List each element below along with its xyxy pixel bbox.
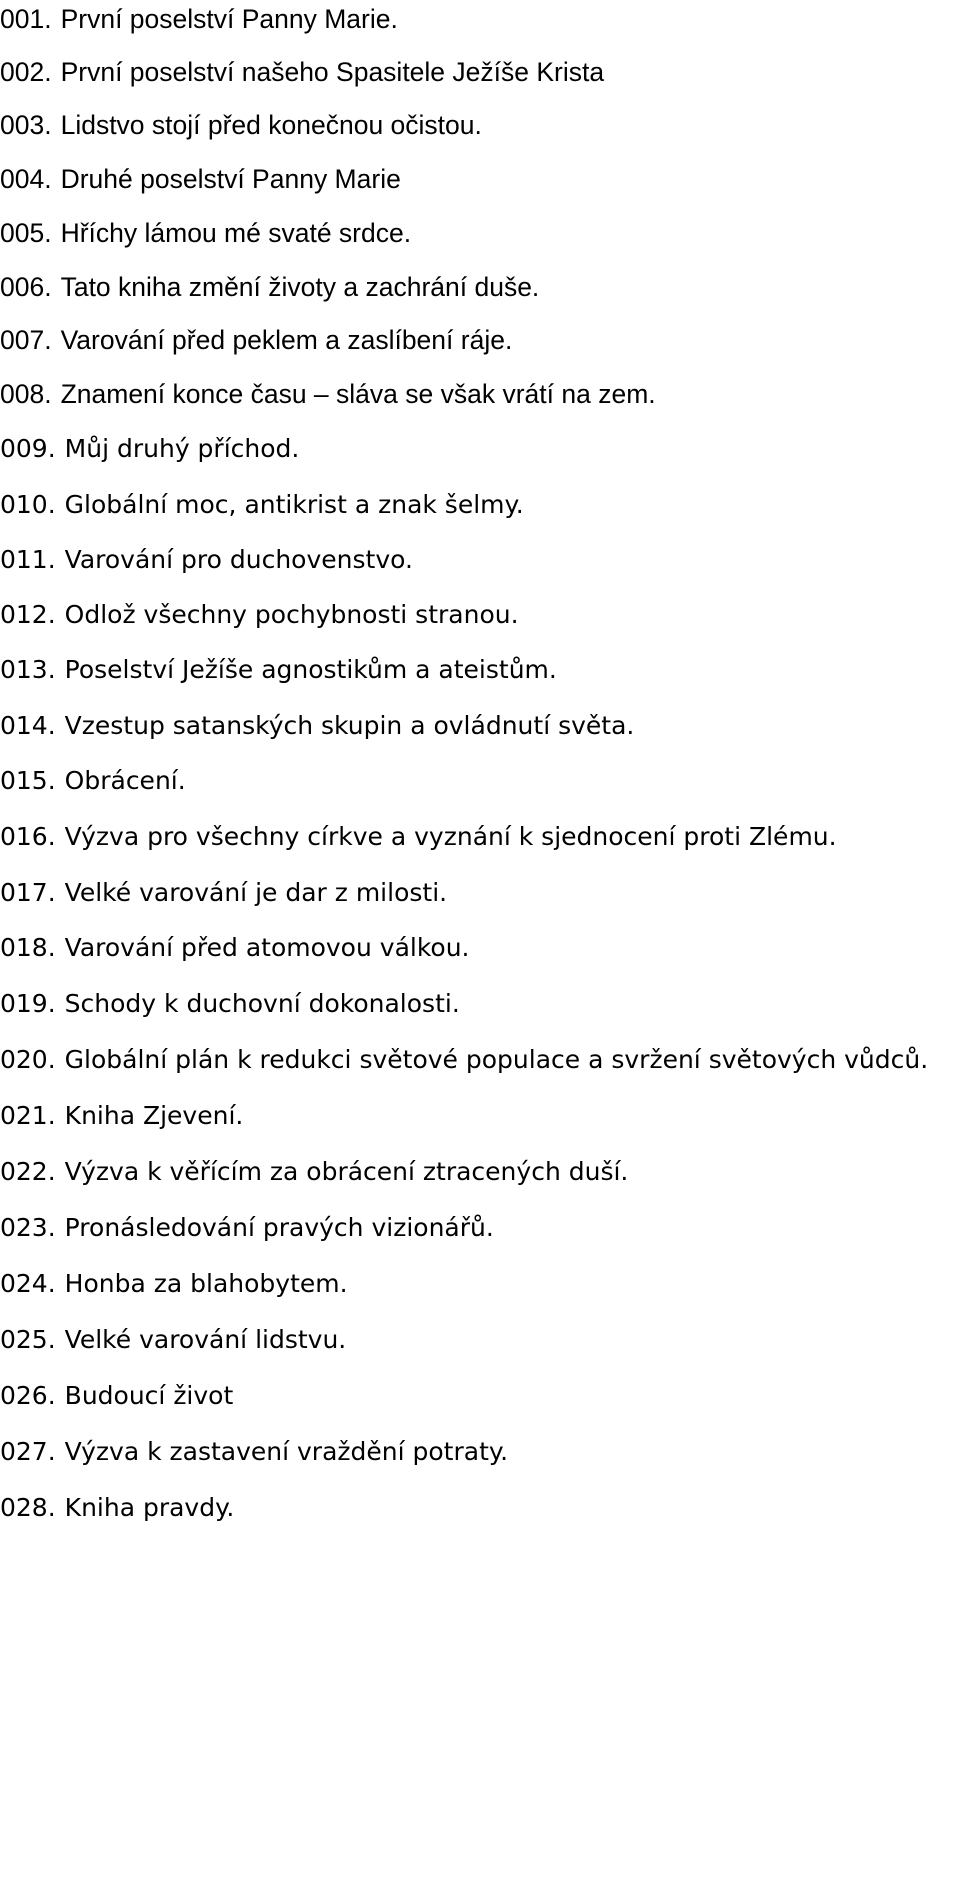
item-title: Velké varování lidstvu. [64, 1325, 347, 1354]
list-item [0, 270, 539, 304]
list-item [0, 1379, 233, 1413]
item-number: 019. [0, 989, 56, 1018]
item-title: Výzva k věřícím za obrácení ztracených duší. [64, 1157, 629, 1186]
item-title: Budoucí život [64, 1381, 234, 1410]
item-title: První poselství Panny Marie. [60, 4, 398, 34]
list-item [0, 108, 482, 142]
item-title: Varování pro duchovenstvo. [64, 545, 413, 574]
item-number: 018. [0, 933, 56, 962]
item-title: Výzva k zastavení vraždění potraty. [64, 1437, 509, 1466]
list-item [0, 323, 512, 357]
item-number: 003. [0, 110, 52, 140]
item-title: Pronásledování pravých vizionářů. [64, 1213, 494, 1242]
item-number: 027. [0, 1437, 56, 1466]
list-item [0, 1323, 346, 1357]
item-title: Tato kniha změní životy a zachrání duše. [60, 272, 540, 302]
list-item [0, 1435, 508, 1469]
item-number: 013. [0, 655, 56, 684]
item-title: Kniha Zjevení. [64, 1101, 244, 1130]
item-title: Můj druhý příchod. [64, 434, 300, 463]
item-number: 011. [0, 545, 56, 574]
item-number: 010. [0, 490, 56, 519]
item-number: 007. [0, 325, 52, 355]
item-number: 002. [0, 57, 52, 87]
list-item [0, 216, 411, 250]
list-item [0, 55, 604, 89]
item-number: 014. [0, 711, 56, 740]
list-item [0, 488, 524, 522]
item-title: Obrácení. [64, 766, 186, 795]
item-title: Znamení konce času – sláva se však vrátí na zem. [60, 379, 656, 409]
item-title: Varování před peklem a zaslíbení ráje. [60, 325, 513, 355]
item-title: Druhé poselství Panny Marie [60, 164, 401, 194]
item-number: 022. [0, 1157, 56, 1186]
item-number: 026. [0, 1381, 56, 1410]
item-title: První poselství našeho Spasitele Ježíše Krista [60, 57, 605, 87]
list-item [0, 1491, 234, 1525]
list-item [0, 543, 413, 577]
list-item [0, 598, 519, 632]
item-number: 001. [0, 4, 52, 34]
item-title: Výzva pro všechny církve a vyznání k sjednocení proti Zlému. [64, 822, 837, 851]
item-number: 009. [0, 434, 56, 463]
item-number: 008. [0, 379, 52, 409]
item-number: 017. [0, 878, 56, 907]
item-number: 025. [0, 1325, 56, 1354]
list-item [0, 1043, 928, 1077]
list-item [0, 1267, 348, 1301]
list-item [0, 432, 299, 466]
item-title: Schody k duchovní dokonalosti. [64, 989, 460, 1018]
item-number: 015. [0, 766, 56, 795]
list-item [0, 1211, 494, 1245]
list-item [0, 709, 634, 743]
item-number: 004. [0, 164, 52, 194]
item-number: 005. [0, 218, 52, 248]
list-item [0, 1155, 628, 1189]
item-title: Velké varování je dar z milosti. [64, 878, 448, 907]
item-title: Lidstvo stojí před konečnou očistou. [60, 110, 482, 140]
item-title: Odlož všechny pochybnosti stranou. [64, 600, 519, 629]
item-title: Hříchy lámou mé svaté srdce. [60, 218, 412, 248]
list-item [0, 987, 460, 1021]
item-title: Varování před atomovou válkou. [64, 933, 470, 962]
item-title: Honba za blahobytem. [64, 1269, 348, 1298]
item-number: 021. [0, 1101, 56, 1130]
list-item [0, 162, 401, 196]
item-number: 020. [0, 1045, 56, 1074]
item-title: Vzestup satanských skupin a ovládnutí světa. [64, 711, 635, 740]
item-number: 006. [0, 272, 52, 302]
item-number: 028. [0, 1493, 56, 1522]
item-title: Poselství Ježíše agnostikům a ateistům. [64, 655, 557, 684]
list-item [0, 820, 837, 854]
list-item [0, 653, 557, 687]
list-item [0, 876, 447, 910]
item-number: 016. [0, 822, 56, 851]
item-number: 023. [0, 1213, 56, 1242]
item-number: 024. [0, 1269, 56, 1298]
item-title: Globální moc, antikrist a znak šelmy. [64, 490, 524, 519]
list-item [0, 764, 186, 798]
list-item [0, 2, 398, 36]
item-number: 012. [0, 600, 56, 629]
list-item [0, 377, 656, 411]
list-item [0, 1099, 243, 1133]
item-title: Kniha pravdy. [64, 1493, 235, 1522]
item-title: Globální plán k redukci světové populace a svržení světových vůdců. [64, 1045, 929, 1074]
list-item [0, 931, 470, 965]
